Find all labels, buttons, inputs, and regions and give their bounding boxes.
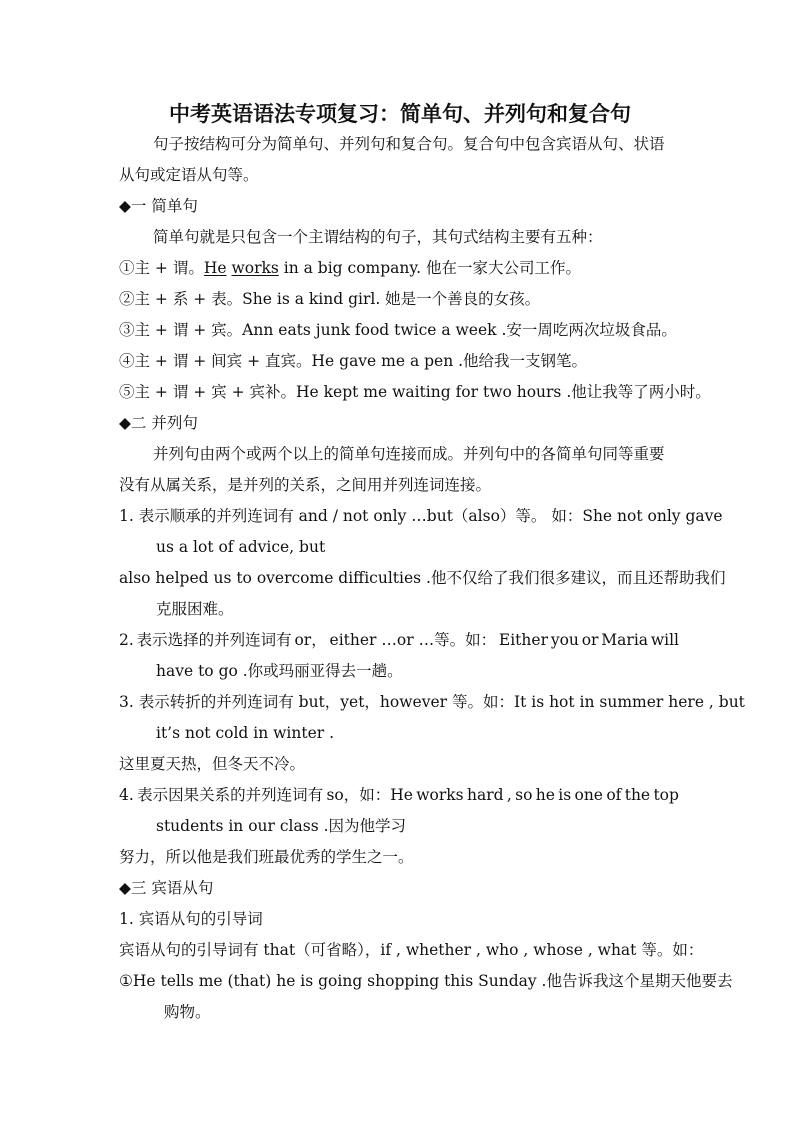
compound-point-1-line-1: 1. 表示顺承的并列连词有 and / not only …but（also）等。 如：She not only gave — [119, 507, 723, 525]
compound-point-2-line-1 — [119, 630, 679, 650]
word: either …or …等。如： — [329, 631, 497, 649]
example-pattern-5: ⑤主 + 谓 + 宾 + 宾补。He kept me waiting for two hours .他让我等了两小时。 — [119, 383, 711, 401]
compound-point-1-line-4: 克服困难。 — [156, 600, 234, 618]
word: so — [515, 786, 533, 804]
compound-point-3-line-1: 3. 表示转折的并列连词有 but，yet，however 等。如：It is hot in summer here , but — [119, 693, 745, 711]
word: or， — [294, 631, 327, 649]
compound-point-1-line-2: us a lot of advice, but — [156, 538, 326, 556]
section-heading-object-clause: ◆三 宾语从句 — [119, 879, 214, 897]
verb-works-underlined: works — [231, 259, 279, 277]
pattern-1-rest: in a big company. 他在一家大公司工作。 — [278, 259, 581, 277]
compound-point-3-line-3: 这里夏天热，但冬天不冷。 — [119, 755, 306, 773]
word: the — [624, 786, 651, 804]
section-heading-simple-sentence: ◆一 简单句 — [119, 197, 198, 215]
example-pattern-3: ③主 + 谓 + 宾。Ann eats junk food twice a week .安一周吃两次垃圾食品。 — [119, 321, 677, 339]
intro-line-1: 句子按结构可分为简单句、并列句和复合句。复合句中包含宾语从句、状语 — [153, 135, 665, 153]
word: you — [550, 631, 579, 649]
word: one — [574, 786, 603, 804]
word: works — [416, 786, 464, 804]
compound-point-3-line-2: it’s not cold in winter . — [156, 724, 335, 742]
example-pattern-1 — [119, 258, 581, 278]
word: top — [653, 786, 679, 804]
compound-point-4-line-1 — [119, 785, 679, 805]
object-clause-example-1-line-2: 购物。 — [164, 1003, 211, 1021]
section-heading-compound-sentence: ◆二 并列句 — [119, 414, 198, 432]
compound-description-line-2: 没有从属关系，是并列的关系，之间用并列连词连接。 — [119, 476, 492, 494]
object-clause-subheading: 1. 宾语从句的引导词 — [119, 910, 263, 928]
compound-point-2-line-2: have to go .你或玛丽亚得去一趟。 — [156, 662, 403, 680]
word: is — [558, 786, 572, 804]
object-clause-description: 宾语从句的引导词有 that（可省略），if , whether , who , whose , what 等。如： — [119, 941, 704, 959]
intro-line-2: 从句或定语从句等。 — [119, 166, 259, 184]
word: will — [650, 631, 679, 649]
word: Maria — [601, 631, 649, 649]
object-clause-example-1-line-1: ①He tells me (that) he is going shopping this Sunday .他告诉我这个星期天他要去 — [119, 972, 733, 990]
word: he — [535, 786, 555, 804]
word: 表示因果关系的并列连词有 — [137, 786, 324, 804]
word: 4. — [119, 786, 134, 804]
word: 2. — [119, 631, 134, 649]
document-title: 中考英语语法专项复习：简单句、并列句和复合句 — [169, 102, 631, 126]
pattern-1-label: ①主 + 谓。 — [119, 259, 204, 277]
compound-point-4-line-3: 努力，所以他是我们班最优秀的学生之一。 — [119, 848, 414, 866]
word: , — [506, 786, 512, 804]
example-pattern-2: ②主 + 系 + 表。She is a kind girl. 她是一个善良的女孩。 — [119, 290, 541, 308]
subject-he-underlined: He — [203, 259, 227, 277]
word: 表示选择的并列连词有 — [136, 631, 292, 649]
word: hard — [466, 786, 504, 804]
simple-sentence-description: 简单句就是只包含一个主谓结构的句子，其句式结构主要有五种： — [153, 228, 603, 246]
word: so，如：He — [326, 786, 413, 804]
compound-point-4-line-2: students in our class .因为他学习 — [156, 817, 407, 835]
compound-description-line-1: 并列句由两个或两个以上的简单句连接而成。并列句中的各简单句同等重要 — [153, 445, 665, 463]
compound-point-1-line-3: also helped us to overcome difficulties .他不仅给了我们很多建议，而且还帮助我们 — [119, 569, 726, 587]
word: of — [606, 786, 622, 804]
example-pattern-4: ④主 + 谓 + 间宾 + 直宾。He gave me a pen .他给我一支钢笔。 — [119, 352, 588, 370]
word: Either — [498, 631, 548, 649]
word: or — [581, 631, 599, 649]
